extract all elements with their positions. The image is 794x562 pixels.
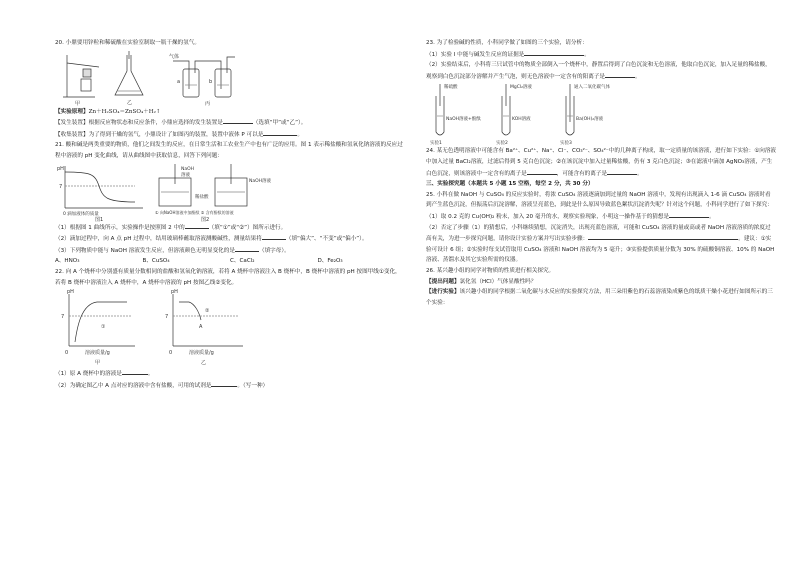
option-a[interactable]: A、HNO₃ bbox=[55, 258, 80, 265]
q23-q2 bbox=[426, 60, 776, 82]
answer-blank[interactable] bbox=[588, 233, 738, 240]
apparatus-jia bbox=[63, 55, 99, 97]
q25-q2 bbox=[426, 223, 776, 266]
curve-1 bbox=[75, 302, 127, 342]
question-text: 氯化氢（HCl）气体显酸性吗？ bbox=[459, 278, 537, 285]
q25-q1 bbox=[426, 211, 776, 223]
q23-test-tubes bbox=[426, 82, 776, 146]
tube3-label: 实验3 bbox=[560, 141, 572, 147]
q24-tail1: ，可能含有的离子是 bbox=[556, 170, 608, 177]
q26-experiment bbox=[426, 287, 776, 308]
experiment-text: 该兴趣小组的同学根据二氧化碳与水反应的实验探究方法，用三朵用紫色的石蕊溶液染成紫色的纸质干燥小花进行如图所示的三个实验： bbox=[426, 289, 773, 306]
tube1-label: 实验1 bbox=[430, 141, 442, 147]
tube3-content: Ba(OH)₂溶液 bbox=[576, 117, 604, 123]
experiment-label: 【进行实验】 bbox=[426, 289, 460, 296]
q25-q2-tail: 。建议：①实验可设计 6 组；②实验时每支试管取用 CuSO₄ 溶液和 NaOH 溶液均为 5 毫升；③实验提供质量分数为 30% 的硫酸铜溶液、10% 的 NaOH 溶液、蒸馏水及其它实验所需的仪器。 bbox=[426, 236, 775, 264]
fig2-naoh2-label: NaOH溶液 bbox=[249, 178, 272, 184]
q22-graphs bbox=[55, 288, 405, 368]
q25-q1-tail: 。 bbox=[709, 213, 715, 220]
apparatus-drawing bbox=[55, 49, 255, 107]
q26-question bbox=[426, 277, 776, 288]
jia-ph: pH bbox=[67, 289, 74, 296]
tube2-reagent: MgCl₂溶液 bbox=[510, 85, 532, 91]
yi-m2: ② bbox=[205, 308, 210, 315]
q23-q2-text: （2）实验结束后，小科将三只试管中的物质全部倒入一个烧杯中，静置后得到了白色沉淀和无色溶液，他取白色沉淀，加入足量的稀盐酸，观察到白色沉淀部分溶解并产生气泡，则无色溶液中一定含有的阳离子是 bbox=[426, 62, 771, 80]
q24-tail2: 。 bbox=[637, 170, 643, 177]
fig2-caption: 图2 bbox=[201, 216, 210, 222]
q22-q1-tail: 。 bbox=[147, 371, 154, 378]
yi-xlabel: 溶液质量/g bbox=[189, 350, 214, 357]
section-3-heading: 三、实验探究题（本题共 5 小题 15 空格，每空 2 分，共 30 分） bbox=[426, 181, 594, 188]
yi-pointA: A bbox=[199, 324, 203, 331]
question-label: 【提出问题】 bbox=[426, 278, 460, 285]
jia-zero: 0 bbox=[65, 350, 69, 357]
q21-options bbox=[55, 256, 405, 267]
fig1-caption: 图1 bbox=[95, 216, 104, 222]
collect-tail: 。 bbox=[297, 131, 303, 138]
answer-blank[interactable] bbox=[527, 168, 557, 175]
tubes-drawing bbox=[426, 82, 626, 146]
yi-zero: 0 bbox=[169, 350, 173, 357]
q23-q1 bbox=[426, 49, 776, 61]
q21-q2-text: （2）滴加过程中，向 A 点 pH 过程中，结用玻璃棒蘸取溶液测酸碱性，测量结果将 bbox=[55, 236, 262, 243]
q25-q2-text: （2）否定了步骤（1）的猜想后，小科继续猜想，沉淀消失，出现亮蓝色溶液，可能和 CuSO₄ 溶液的量或高或者 NaOH 溶液溶质的浓度过高有关，为进一步探究问题，请你设计实验方案并写出实验步骤： bbox=[426, 224, 771, 243]
left-column bbox=[55, 38, 405, 391]
q20-apparatus-figure bbox=[55, 49, 405, 107]
answer-blank[interactable] bbox=[669, 211, 709, 218]
jia-seven: 7 bbox=[61, 314, 65, 321]
q20-device bbox=[55, 117, 405, 129]
jia-xlabel: 溶液质量/g bbox=[85, 350, 110, 357]
q23-q2-tail: 。 bbox=[635, 73, 641, 80]
answer-blank[interactable] bbox=[122, 368, 148, 375]
principle-equation: Zn＋H₂SO₄＝ZnSO₄＋H₂↑ bbox=[88, 108, 161, 115]
fig2-sol-label: 溶液 bbox=[181, 172, 190, 178]
apparatus-yi bbox=[115, 51, 143, 95]
fig1-axes bbox=[65, 166, 143, 208]
answer-blank[interactable] bbox=[211, 380, 237, 387]
apparatus-bing bbox=[173, 57, 235, 97]
q22-text: 22. 向 A 个烧杯中分别盛有质量分数相同的盐酸和氢氧化钠溶液，若将 A 烧杯中溶液注入 B 烧杯中，B 烧杯中溶液的 pH 按图甲线①变化，若将 B 烧杯中溶液注入 A 烧杯中，A 烧杯中溶液的 pH 按图乙线②变化。 bbox=[55, 268, 401, 286]
device-text: 【发生装置】根据反应物状态和反应条件，小鼎应选择的发生装置是 bbox=[55, 120, 223, 127]
tube1-content: NaOH溶液+酚酞 bbox=[446, 117, 481, 123]
q23-q1-tail: 。 bbox=[584, 51, 590, 58]
fig2-acid-label: 稀盐酸 bbox=[195, 194, 209, 200]
answer-blank[interactable] bbox=[262, 233, 286, 240]
yi-ph: pH bbox=[171, 289, 178, 296]
label-b: b bbox=[209, 78, 213, 85]
q21-q2 bbox=[55, 233, 405, 245]
label-a: a bbox=[177, 78, 181, 85]
right-column bbox=[426, 38, 776, 308]
q25-text: 25. 小科在做 NaOH 与 CuSO₄ 的反应实验时，将浓 CuSO₄ 溶液逐滴加到过量的 NaOH 溶液中，发现有出现滴入 1-6 滴 CuSO₄ 溶液时看到产生蓝色沉淀，但振荡后沉淀溶解，溶液呈亮蓝色，到此是什么原因导致蓝色絮状沉淀消失呢？针对这个问题，小科同学进行了如下探究： bbox=[426, 191, 773, 209]
fig1-curve bbox=[65, 172, 135, 202]
q22-q2-text: （2）为确定图乙中 A 点对应的溶液中含有盐酸，可用的试剂是 bbox=[55, 382, 212, 389]
q21-q3-text: （3）下列物质中能与 NaOH 溶液发生反应，但溶液颜色无明显变化的是 bbox=[55, 247, 235, 254]
q26-text: 26. 某兴趣小组的同学对物质的性质进行相关探究。 bbox=[426, 267, 555, 274]
q21-q3 bbox=[55, 245, 405, 257]
q24 bbox=[426, 146, 776, 179]
q23-text: 23. 为了检验碱的性质，小科同学做了如图的三个实验，请分析： bbox=[426, 40, 588, 46]
graph-yi bbox=[173, 294, 243, 346]
q21-q3-tail: （填字母）。 bbox=[258, 247, 290, 254]
yi-seven: 7 bbox=[165, 314, 169, 321]
yi-label: 乙 bbox=[201, 360, 207, 367]
collect-text: 【收集装置】为了得到干燥的氢气，小鼎设计了如图丙的装置，装置中液体 P 可以是 bbox=[55, 131, 264, 138]
q22-q2-tail: 。（写一种） bbox=[237, 382, 269, 389]
q20-principle bbox=[55, 107, 405, 118]
q22-q2 bbox=[55, 380, 405, 392]
label-qiti: 气体 bbox=[169, 53, 180, 60]
q21-text: 21. 酸和碱是两类重要的物质，他们之间发生的反应，在日常生活和工农业生产中也有广泛的应用。图 1 表示稀盐酸和氢氧化钠溶液的反应过程中溶液的 pH 变化曲线，请从曲线图中获取信息，回答下列问题： bbox=[55, 142, 403, 159]
fig2-sub: ① 向NaOH溶液中加酚酞 ② 含有酚酞的溶液 bbox=[155, 209, 234, 215]
tube2-label: 实验2 bbox=[496, 141, 508, 147]
label-jia: 甲 bbox=[75, 100, 81, 107]
answer-blank[interactable] bbox=[524, 49, 584, 56]
jia-m1: ① bbox=[101, 324, 106, 331]
q21-figures bbox=[55, 162, 405, 222]
answer-blank[interactable] bbox=[235, 245, 259, 252]
answer-blank[interactable] bbox=[223, 117, 253, 124]
q21-q1 bbox=[55, 222, 405, 234]
label-yi: 乙 bbox=[127, 99, 133, 106]
device-tail: （选填“甲”或“乙”）。 bbox=[252, 120, 307, 127]
answer-blank[interactable] bbox=[605, 71, 635, 78]
q21-q1-tail: （填“①”或“②”）图所示进行。 bbox=[208, 224, 287, 231]
answer-blank[interactable] bbox=[185, 222, 209, 229]
option-b[interactable]: B、CuSO₄ bbox=[142, 258, 170, 265]
curve-2 bbox=[179, 302, 201, 320]
q22-q1-text: （1）原 A 烧杯中的溶液是 bbox=[55, 371, 122, 378]
q25-q1-text: （1）取 0.2 克的 Cu(OH)₂ 粉末，加入 20 毫升的水，观察实验现象，小明这一操作基于的猜想是 bbox=[426, 213, 670, 220]
graph-jia bbox=[69, 294, 135, 346]
fig1-xlabel: 0 滴加液体的质量 bbox=[63, 211, 99, 217]
tube2-content: KOH溶液 bbox=[512, 117, 531, 123]
q24-text: 24. 某无色透明溶液中可能含有 Ba²⁺、Cu²⁺、Na⁺、Cl⁻、CO₃²⁻、SO₄²⁻中的几种离子构成，取一定质量的该溶液，进行如下实验：①向溶液中加入过量 BaCl₂溶液，过滤后得到 5 克白色沉淀；②在该沉淀中加入过量稀盐酸，仍有 3 克白色沉淀；③在滤液中滴加 AgNO₃溶液，产生白色沉淀，则该溶液中一定含有的离子是 bbox=[426, 148, 777, 177]
fig1-ph: pH bbox=[57, 165, 64, 172]
option-d[interactable]: D、Fe₂O₃ bbox=[317, 258, 343, 265]
principle-label: 【实验原理】 bbox=[55, 108, 89, 115]
option-c[interactable]: C、CaCl₂ bbox=[230, 258, 255, 265]
q22-q1 bbox=[55, 368, 405, 380]
fig2-naoh-label: NaOH bbox=[181, 166, 195, 172]
q21-q1-text: （1）根据图 1 曲线所示，实验操作是按照图 2 中的 bbox=[55, 224, 185, 231]
q22-drawing bbox=[55, 288, 275, 368]
jia-label: 甲 bbox=[95, 360, 101, 367]
q21-drawing bbox=[55, 162, 275, 222]
q21-q2-tail: （填“偏大”、“不变”或“偏小”）。 bbox=[285, 236, 368, 243]
q20-collect bbox=[55, 129, 405, 141]
q20-title: 20. 小鼎要用锌粒和稀硫酸在实验室制取一瓶干燥的氢气。 bbox=[55, 40, 200, 46]
q23-q1-text: （1）实验 I 中能与碱发生反应的证据是 bbox=[426, 51, 525, 58]
tube3-reagent: 通入二氧化碳气体 bbox=[574, 85, 610, 91]
label-bing: 丙 bbox=[205, 100, 211, 107]
tube1-reagent: 稀硫酸 bbox=[444, 85, 458, 91]
answer-blank[interactable] bbox=[263, 129, 297, 136]
fig1-seven: 7 bbox=[59, 183, 63, 190]
answer-blank[interactable] bbox=[607, 168, 637, 175]
